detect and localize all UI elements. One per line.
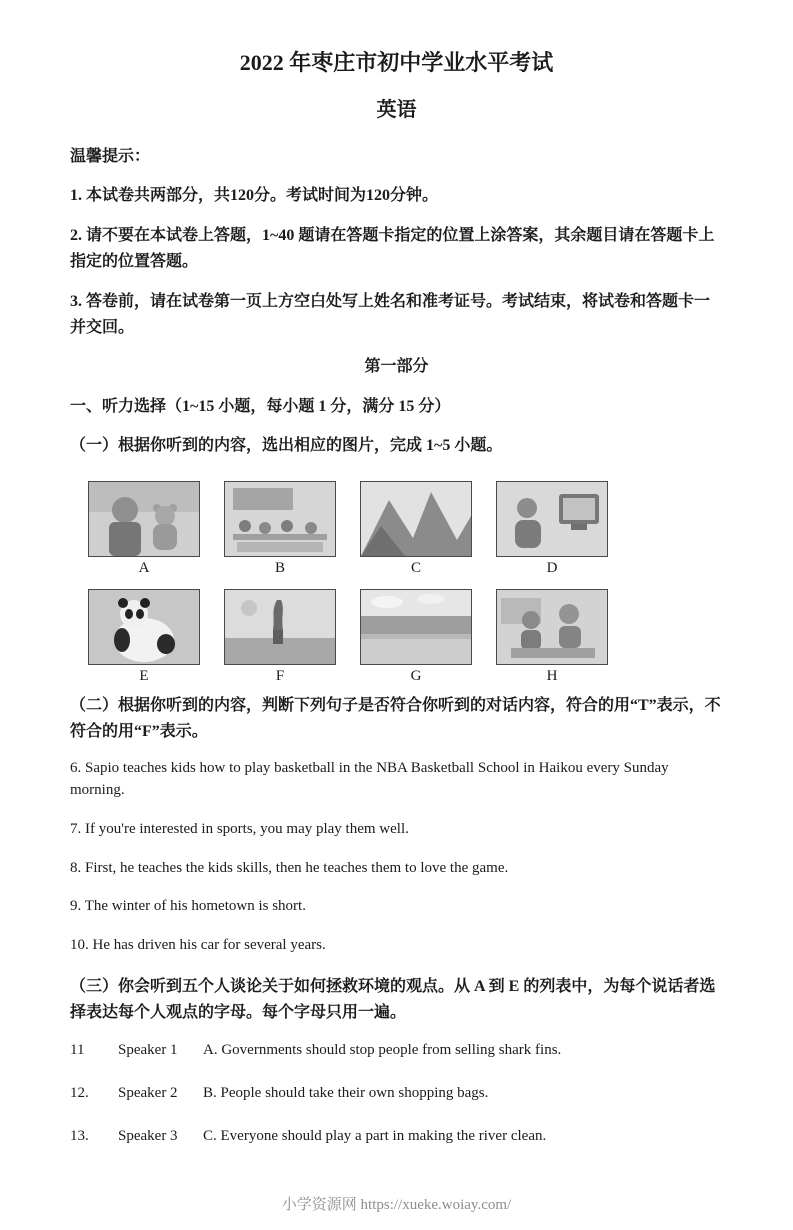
picture-d-label: D — [546, 559, 558, 576]
picture-h-image — [496, 589, 608, 665]
picture-option-h — [496, 589, 608, 685]
speaker-option: C. Everyone should play a part in making the river clean. — [203, 1127, 547, 1144]
picture-option-c — [360, 481, 472, 577]
speaker-row-13 — [70, 1126, 723, 1147]
picture-h-label: H — [546, 667, 558, 684]
tf-item-6: 6. Sapio teaches kids how to play basketball in the NBA Basketball School in Haikou every Sunday morning. — [70, 760, 669, 799]
picture-b-image — [224, 481, 336, 557]
notice-item-1: 1. 本试卷共两部分，共120分。考试时间为120分钟。 — [70, 187, 439, 205]
watermark-footer: 小学资源网 https://xueke.woiay.com/ — [281, 1196, 512, 1213]
part1-heading: 第一部分 — [364, 358, 429, 376]
picture-option-b — [224, 481, 336, 577]
speaker-label: Speaker 3 — [118, 1127, 178, 1144]
listening-sub2-title: （二）根据你听到的内容，判断下列句子是否符合你听到的对话内容，符合的用“T”表示，不符合的用“F”表示。 — [70, 696, 721, 740]
tf-item-8: 8. First, he teaches the kids skills, then he teaches them to love the game. — [70, 859, 509, 876]
picture-c-image — [360, 481, 472, 557]
notice-item-2: 2. 请不要在本试卷上答题，1~40 题请在答题卡指定的位置上涂答案，其余题目请在答题卡上指定的位置答题。 — [70, 226, 715, 271]
picture-option-e — [88, 589, 200, 685]
picture-b-label: B — [274, 559, 285, 576]
notice-heading: 温馨提示： — [70, 148, 151, 165]
speaker-option: A. Governments should stop people from selling shark fins. — [203, 1041, 562, 1058]
exam-subject: 英语 — [376, 99, 417, 121]
listening-sub3-title: （三）你会听到五个人谈论关于如何拯救环境的观点。从 A 到 E 的列表中，为每个说话者选择表达每个人观点的字母。每个字母只用一遍。 — [70, 977, 716, 1022]
speaker-number: 13. — [70, 1127, 89, 1144]
tf-item-10: 10. He has driven his car for several years. — [70, 937, 326, 954]
picture-option-f — [224, 589, 336, 685]
picture-g-label: G — [410, 667, 422, 684]
picture-options-row-1 — [70, 481, 723, 577]
picture-f-image — [224, 589, 336, 665]
picture-option-a — [88, 481, 200, 577]
speaker-number: 11 — [70, 1041, 85, 1058]
picture-e-label: E — [139, 667, 149, 684]
speaker-option: B. People should take their own shopping bags. — [203, 1084, 489, 1101]
picture-f-label: F — [275, 667, 285, 684]
speaker-number: 12. — [70, 1084, 89, 1101]
picture-a-label: A — [138, 559, 150, 576]
picture-option-g — [360, 589, 472, 685]
picture-d-image — [496, 481, 608, 557]
picture-e-image — [88, 589, 200, 665]
speaker-label: Speaker 2 — [118, 1084, 178, 1101]
speaker-label: Speaker 1 — [118, 1041, 178, 1058]
exam-title: 2022 年枣庄市初中学业水平考试 — [239, 50, 554, 75]
listening-sub1-title: （一）根据你听到的内容，选出相应的图片，完成 1~5 小题。 — [70, 437, 503, 455]
tf-item-9: 9. The winter of his hometown is short. — [70, 898, 306, 915]
picture-g-image — [360, 589, 472, 665]
speaker-row-11 — [70, 1040, 723, 1061]
speaker-row-12 — [70, 1083, 723, 1104]
picture-a-image — [88, 481, 200, 557]
tf-item-7: 7. If you're interested in sports, you may play them well. — [70, 820, 409, 837]
picture-options-row-2 — [70, 589, 723, 685]
listening-section-title: 一、听力选择（1~15 小题，每小题 1 分，满分 15 分） — [70, 397, 451, 415]
picture-c-label: C — [410, 559, 421, 576]
picture-option-d — [496, 481, 608, 577]
notice-item-3: 3. 答卷前，请在试卷第一页上方空白处写上姓名和准考证号。考试结束，将试卷和答题卡一并交回。 — [70, 292, 711, 336]
